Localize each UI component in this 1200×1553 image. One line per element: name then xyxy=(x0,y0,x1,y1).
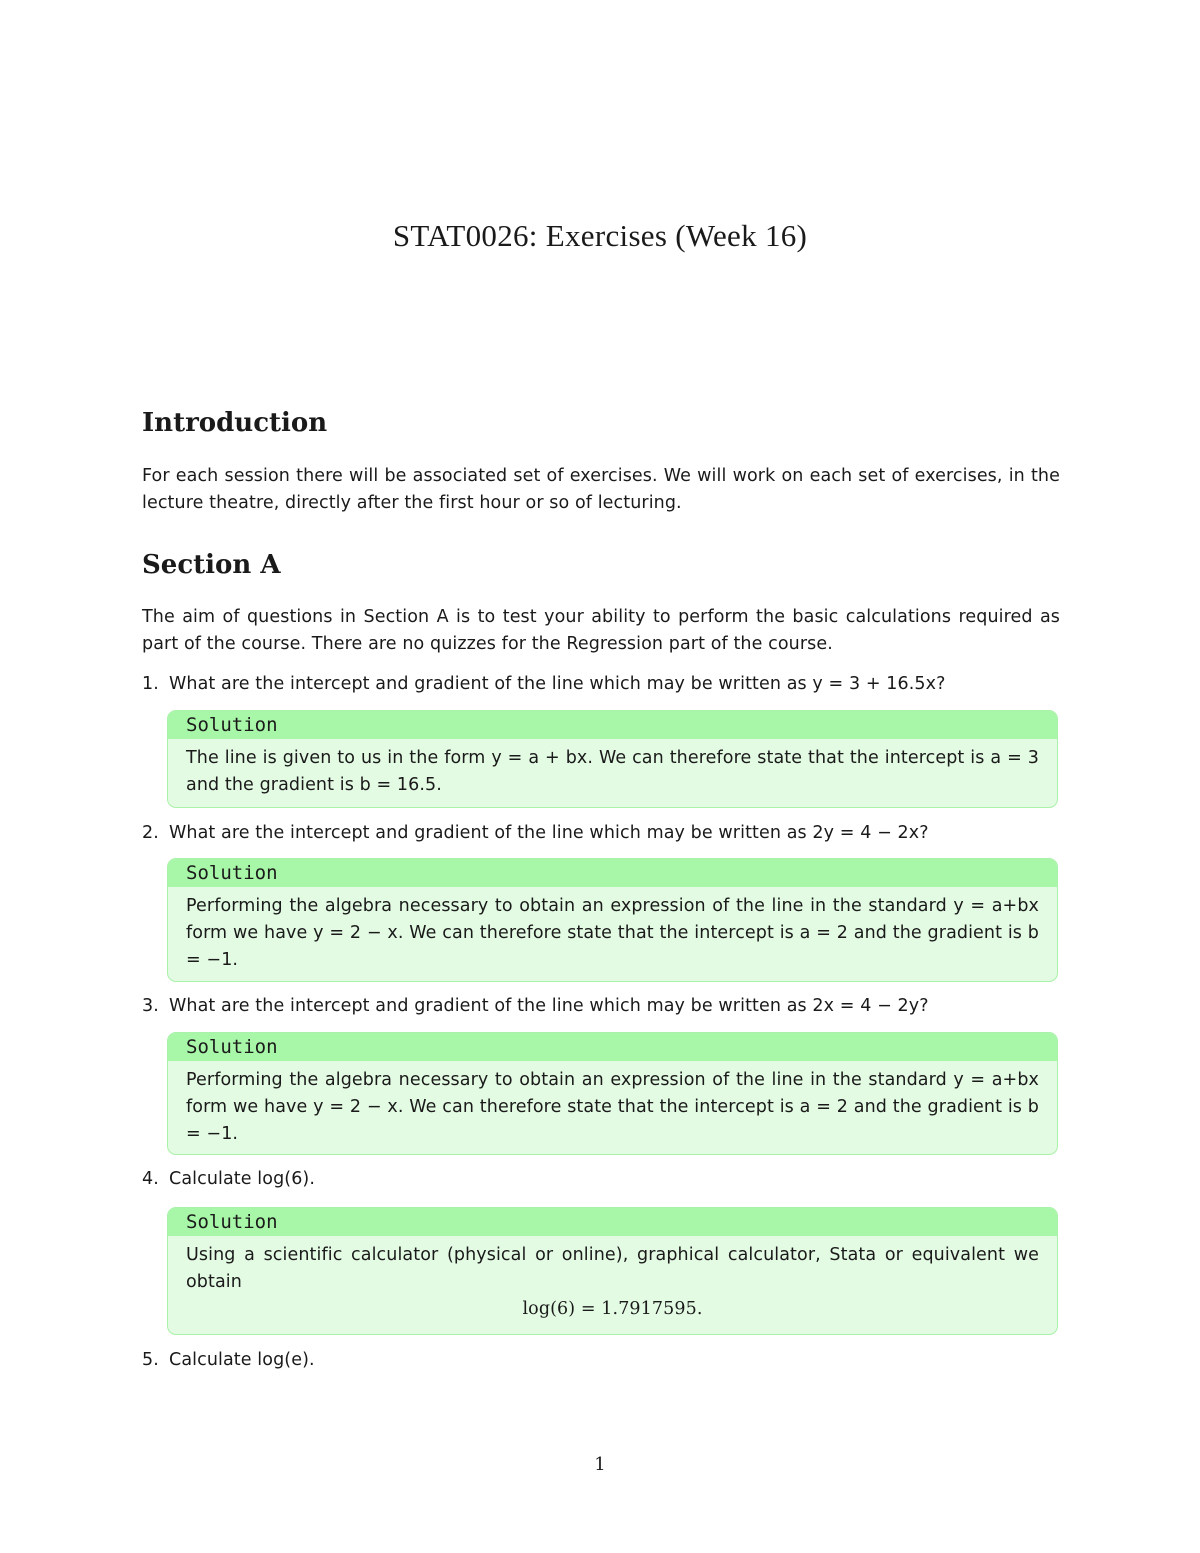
question-number: 3. xyxy=(142,996,159,1016)
question-text: Calculate log(6). xyxy=(169,1169,316,1189)
heading-introduction: Introduction xyxy=(142,408,328,438)
solution-box-1 xyxy=(167,710,1058,808)
intro-paragraph: For each session there will be associated set of exercises. We will work on each set of exercises, in the lecture theatre, directly after the first hour or so of lecturing. xyxy=(142,466,1060,513)
question-number: 4. xyxy=(142,1169,159,1189)
solution-text: Performing the algebra necessary to obtain an expression of the line in the standard y = a+bx form we have y = 2 − x. We can therefore state that the intercept is a = 2 and the gradient is b = −1. xyxy=(186,1070,1039,1144)
question-number: 1. xyxy=(142,674,159,694)
heading-section-a: Section A xyxy=(142,550,281,580)
question-text: What are the intercept and gradient of the line which may be written as 2y = 4 − 2x? xyxy=(169,823,929,843)
solution-body xyxy=(168,1236,1057,1331)
question-1 xyxy=(142,671,1060,698)
solution-label: Solution xyxy=(168,1208,1057,1236)
solution-text: Using a scientific calculator (physical or online), graphical calculator, Stata or equivalent we obtain xyxy=(186,1245,1039,1292)
question-text: Calculate log(e). xyxy=(169,1350,315,1370)
solution-text: The line is given to us in the form y = a + bx. We can therefore state that the intercept is a = 3 and the gradient is b = 16.5. xyxy=(186,748,1039,795)
solution-label: Solution xyxy=(168,859,1057,887)
question-5 xyxy=(142,1347,1060,1374)
question-number: 5. xyxy=(142,1350,159,1370)
question-4 xyxy=(142,1166,1060,1193)
document-title: STAT0026: Exercises (Week 16) xyxy=(392,218,808,253)
question-3 xyxy=(142,993,1060,1020)
page-number: 1 xyxy=(594,1454,606,1475)
solution-box-4 xyxy=(167,1207,1058,1335)
question-2 xyxy=(142,820,1060,847)
solution-box-3 xyxy=(167,1032,1058,1155)
solution-text: Performing the algebra necessary to obtain an expression of the line in the standard y = a+bx form we have y = 2 − x. We can therefore state that the intercept is a = 2 and the gradient is b = −1. xyxy=(186,896,1039,970)
question-text: What are the intercept and gradient of the line which may be written as 2x = 4 − 2y? xyxy=(169,996,929,1016)
solution-label: Solution xyxy=(168,1033,1057,1061)
solution-equation: log(6) = 1.7917595. xyxy=(522,1299,703,1319)
solution-label: Solution xyxy=(168,711,1057,739)
section-a-paragraph: The aim of questions in Section A is to test your ability to perform the basic calculations required as part of the course. There are no quizzes for the Regression part of the course. xyxy=(142,607,1060,654)
question-number: 2. xyxy=(142,823,159,843)
question-text: What are the intercept and gradient of the line which may be written as y = 3 + 16.5x? xyxy=(169,674,946,694)
solution-box-2 xyxy=(167,858,1058,982)
